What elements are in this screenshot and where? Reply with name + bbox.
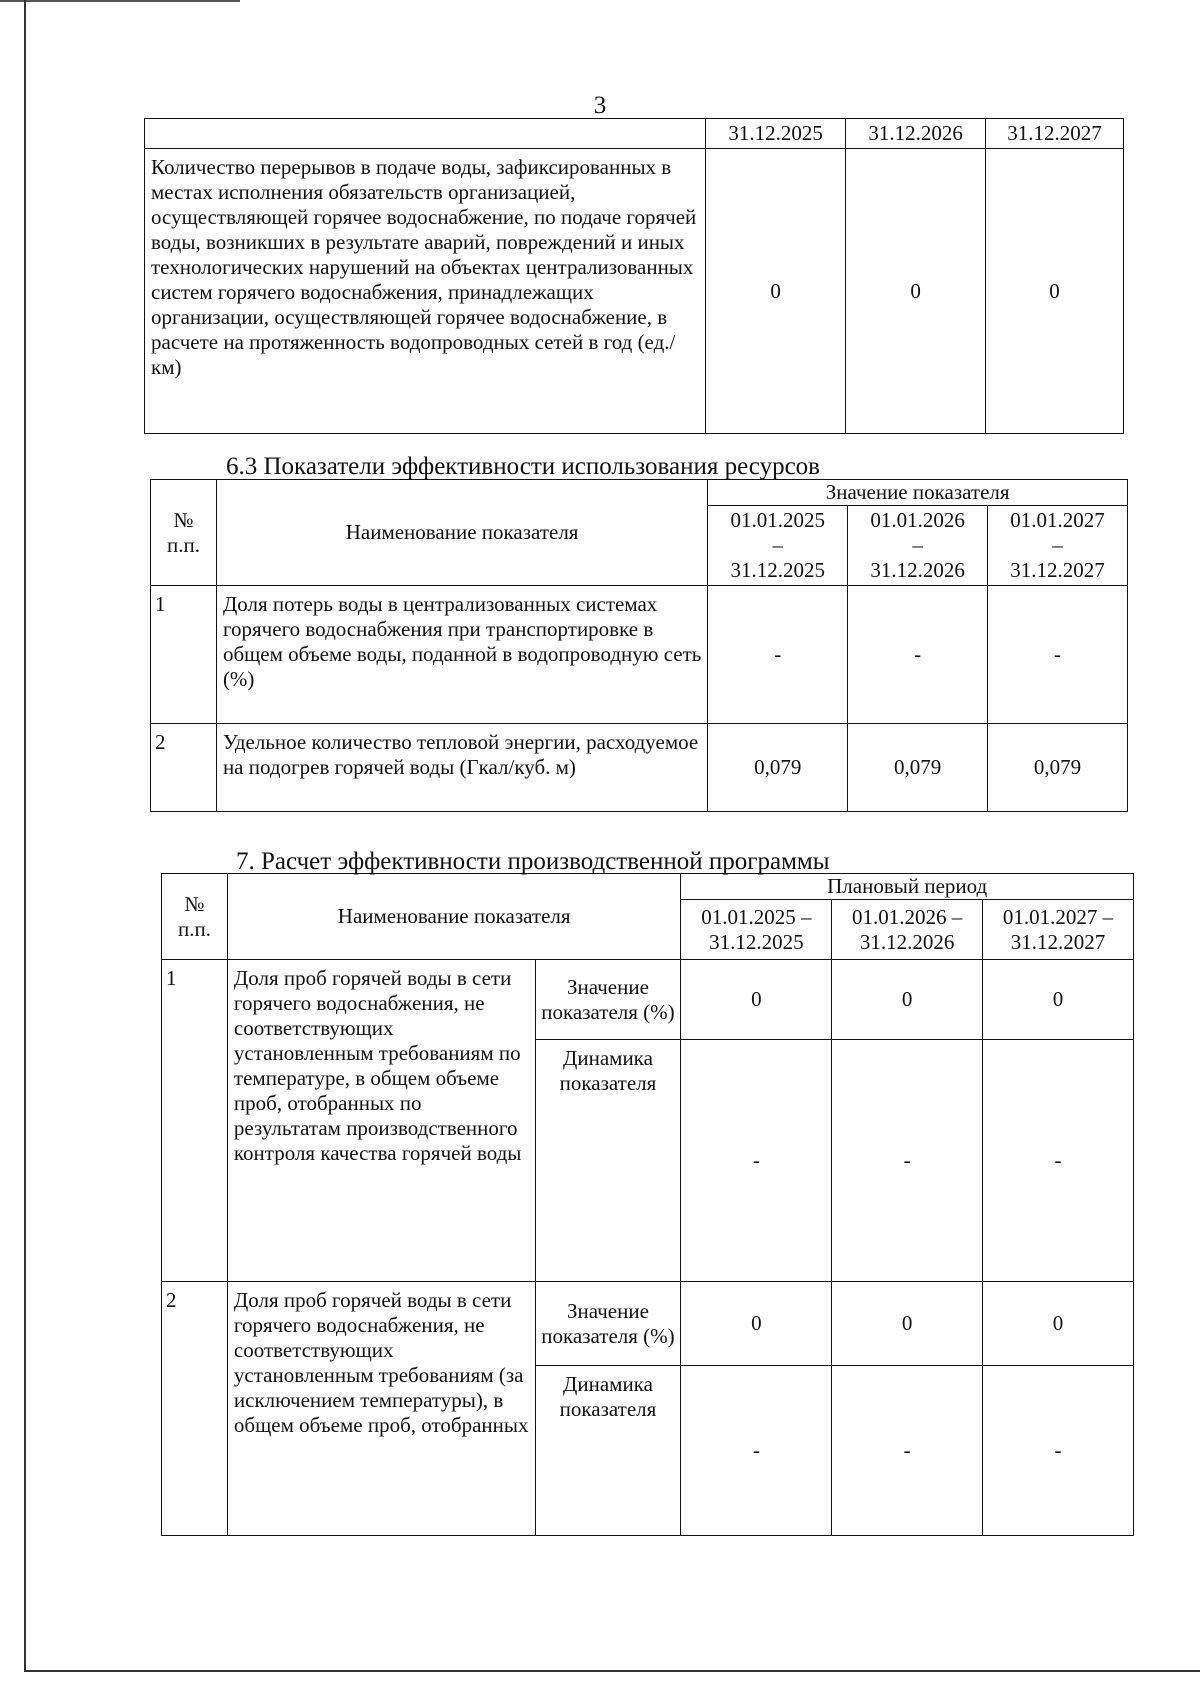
table-cell: - xyxy=(832,1040,983,1282)
continuation-table xyxy=(144,118,1124,434)
period-to: 31.12.2027 xyxy=(1010,929,1106,954)
period-from: 01.01.2025 – xyxy=(701,904,812,929)
table-cell: 0 xyxy=(846,149,986,434)
table-header-cell: 31.12.2025 xyxy=(706,119,846,149)
table-cell: - xyxy=(988,586,1128,724)
name-header: Наименование показателя xyxy=(227,874,680,960)
table-header-row xyxy=(145,119,1124,149)
table-cell: - xyxy=(983,1366,1134,1536)
period-to: 31.12.2025 xyxy=(730,558,825,582)
program-efficiency-table xyxy=(161,873,1134,1536)
table-cell: 0,079 xyxy=(988,724,1128,812)
sub-label: Динамика показателя xyxy=(535,1366,681,1536)
table-row xyxy=(162,1282,1134,1366)
indicator-name: Доля проб горячей воды в сети горячего водоснабжения, не соответствующих установленным требованиям (за исключением температуры), в общем объеме проб, отобранных xyxy=(227,1282,535,1536)
indicator-name: Удельное количество тепловой энергии, расходуемое на подогрев горячей воды (Гкал/куб. м) xyxy=(216,724,707,812)
sub-label: Значение показателя (%) xyxy=(535,960,681,1040)
section-title-7: 7. Расчет эффективности производственной программы xyxy=(236,848,830,875)
table-cell: 0 xyxy=(983,1282,1134,1366)
table-cell: 0 xyxy=(681,1282,832,1366)
period-from: 01.01.2025 xyxy=(730,508,825,532)
indicator-name: Доля потерь воды в централизованных системах горячего водоснабжения при транспортировке в общем объеме воды, поданной в водопроводную сеть (%) xyxy=(216,586,707,724)
table-cell: 0,079 xyxy=(708,724,848,812)
table-cell: 0 xyxy=(681,960,832,1040)
period-cell xyxy=(681,900,832,960)
row-number: 1 xyxy=(162,960,228,1282)
row-number: 1 xyxy=(151,586,217,724)
period-header: Плановый период xyxy=(681,874,1134,900)
table-row xyxy=(151,724,1128,812)
period-from: 01.01.2026 – xyxy=(852,904,963,929)
period-to: 31.12.2025 xyxy=(709,929,804,954)
sub-label: Динамика показателя xyxy=(535,1040,681,1282)
table-cell: - xyxy=(983,1040,1134,1282)
scan-edge-top xyxy=(0,0,240,2)
period-from: 01.01.2027 – xyxy=(1002,904,1114,929)
period-from: 01.01.2026 xyxy=(870,508,965,532)
section-title-6-3: 6.3 Показатели эффективности использования ресурсов xyxy=(226,453,820,480)
table-cell: 0 xyxy=(986,149,1124,434)
row-number: 2 xyxy=(151,724,217,812)
period-to: 31.12.2026 xyxy=(870,558,965,582)
row-number: 2 xyxy=(162,1282,228,1536)
period-dash: – xyxy=(1052,533,1063,557)
table-cell: 0 xyxy=(706,149,846,434)
table-cell: - xyxy=(708,586,848,724)
period-to: 31.12.2027 xyxy=(1010,558,1105,582)
period-header xyxy=(848,506,988,586)
period-header xyxy=(708,506,848,586)
table-cell: - xyxy=(681,1040,832,1282)
sub-label: Значение показателя (%) xyxy=(535,1282,681,1366)
period-dash: – xyxy=(912,533,923,557)
table-cell: 0 xyxy=(983,960,1134,1040)
value-header: Значение показателя xyxy=(708,480,1128,506)
scan-edge-left xyxy=(24,0,26,1672)
table-header-cell: 31.12.2027 xyxy=(986,119,1124,149)
table-header-empty xyxy=(145,119,706,149)
table-row xyxy=(151,586,1128,724)
table-cell: - xyxy=(681,1366,832,1536)
period-dash: – xyxy=(772,533,783,557)
period-header xyxy=(988,506,1128,586)
indicator-name: Доля проб горячей воды в сети горячего водоснабжения, не соответствующих установленным требованиям по температуре, в общем объеме проб, отобранных по результатам производственного контроля качества горячей воды xyxy=(227,960,535,1282)
period-from: 01.01.2027 xyxy=(1010,508,1105,532)
table-cell: - xyxy=(848,586,988,724)
page-number: 3 xyxy=(593,92,607,119)
resource-efficiency-table xyxy=(150,479,1128,812)
indicator-name: Количество перерывов в подаче воды, зафиксированных в местах исполнения обязательств организацией, осуществляющей горячее водоснабжение, по подаче горячей воды, возникших в результате аварий, повреждений и иных технологических нарушений на объектах централизованных систем горячего водоснабжения, принадлежащих организации, осуществляющей горячее водоснабжение, в расчете на протяженность водопроводных сетей в год (ед./км) xyxy=(145,149,706,434)
table-cell: 0 xyxy=(832,960,983,1040)
table-header-row xyxy=(162,874,1134,900)
period-to: 31.12.2026 xyxy=(859,929,955,954)
scan-edge-bottom xyxy=(24,1670,1200,1672)
table-cell: 0 xyxy=(832,1282,983,1366)
num-header: № п.п. xyxy=(151,480,217,586)
table-cell: 0,079 xyxy=(848,724,988,812)
table-row xyxy=(145,149,1124,434)
name-header: Наименование показателя xyxy=(216,480,707,586)
table-cell: - xyxy=(832,1366,983,1536)
period-cell xyxy=(832,900,983,960)
table-header-row xyxy=(151,480,1128,506)
num-header: № п.п. xyxy=(162,874,228,960)
table-header-cell: 31.12.2026 xyxy=(846,119,986,149)
period-cell xyxy=(983,900,1134,960)
table-row xyxy=(162,960,1134,1040)
